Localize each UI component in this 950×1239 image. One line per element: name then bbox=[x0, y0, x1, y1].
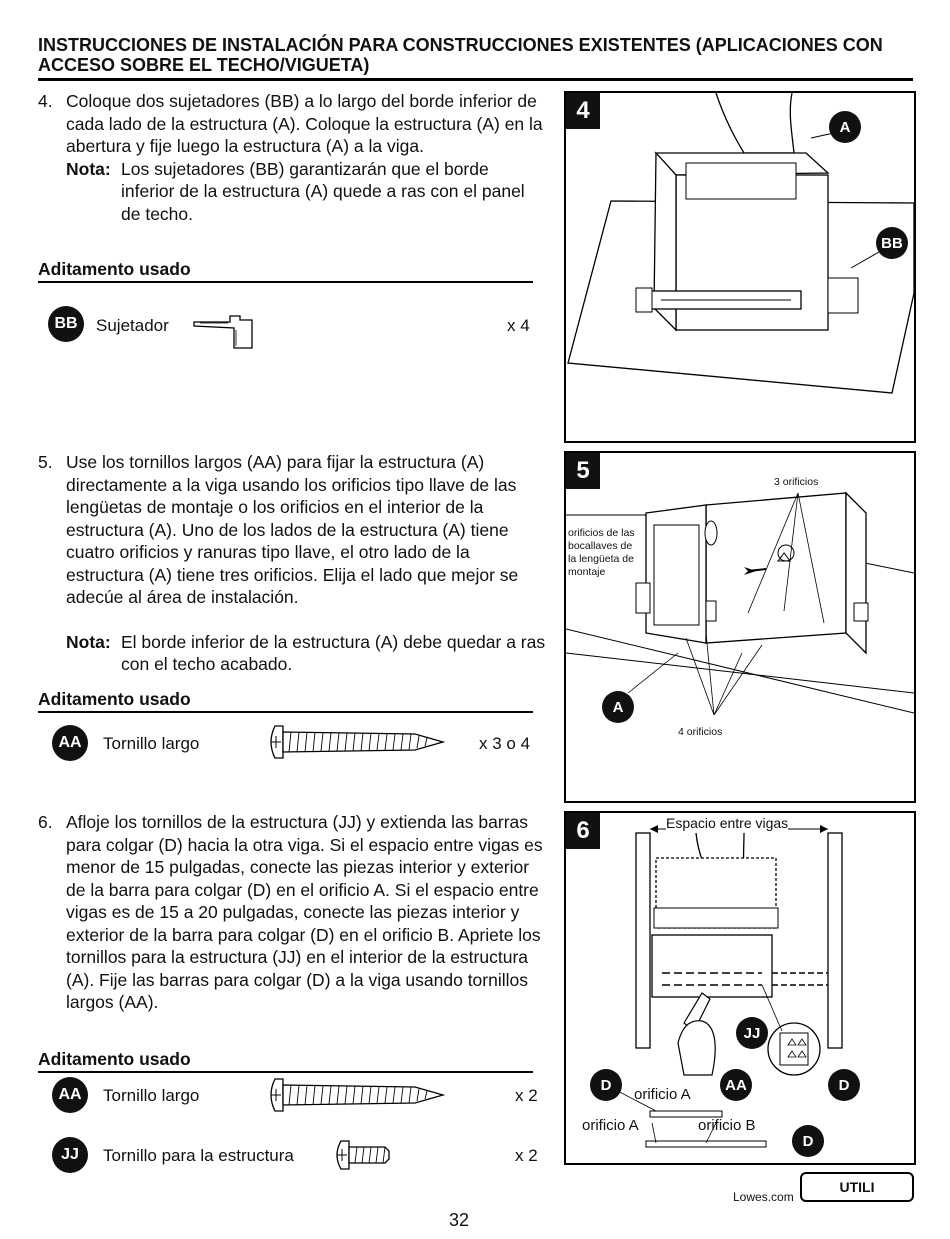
note bbox=[66, 631, 548, 676]
figure-4 bbox=[564, 91, 916, 443]
badge-aa: AA bbox=[720, 1069, 752, 1101]
hardware-header: Aditamento usado bbox=[38, 1049, 533, 1073]
note bbox=[66, 158, 543, 226]
badge-d: D bbox=[590, 1069, 622, 1101]
hardware-header: Aditamento usado bbox=[38, 689, 533, 713]
page-title: INSTRUCCIONES DE INSTALACIÓN PARA CONSTRUCCIONES EXISTENTES (APLICACIONES CON ACCESO SOBRE EL TECHO/VIGUETA) bbox=[38, 35, 883, 75]
hanger-bar-illustration bbox=[566, 813, 914, 1163]
step-text: Use los tornillos largos (AA) para fijar la estructura (A) directamente a la viga usando los orificios tipo llave de las lengüetas de montaje o los orificios en el interior de la estructura (A). Uno de los lados de la estructura (A) tiene cuatro orificios y ranuras tipo llave, el otro lado de la estructura (A) tiene tres orificios. Elija el lado que mejor se adecúe al área de instalación. bbox=[66, 452, 519, 607]
label-hole-b: orificio B bbox=[698, 1117, 756, 1134]
housing-on-ceiling-illustration bbox=[566, 93, 914, 441]
step-text: Afloje los tornillos de la estructura (JJ) y extienda las barras para colgar (D) hacia la otra viga. Si el espacio entre vigas es menor de 15 pulgadas, conecte las piezas interior y exterior de la barra para colgar (D) en el orificio A. Si el espacio entre vigas es de 15 a 20 pulgadas, conecte las piezas interior y exterior de la barra para colgar (D) en el orificio B. Apriete los tornillos para la estructura (JJ) en el interior de la estructura (A). Fije las barras para colgar (D) a la viga usando tornillos largos (AA). bbox=[66, 812, 543, 1012]
label-line: orificios de las bbox=[568, 527, 635, 539]
label-3-holes: 3 orificios bbox=[774, 476, 819, 488]
badge-d: D bbox=[792, 1125, 824, 1157]
brand-logo bbox=[800, 1172, 914, 1202]
label-line: montaje bbox=[568, 566, 606, 578]
item-quantity: x 3 o 4 bbox=[479, 734, 531, 753]
step-number: 5. bbox=[38, 452, 53, 472]
note-text: El borde inferior de la estructura (A) debe quedar a ras con el techo acabado. bbox=[121, 631, 546, 674]
housing-mounting-holes-illustration bbox=[566, 453, 914, 801]
step-4 bbox=[38, 90, 543, 225]
item-quantity: x 2 bbox=[515, 1146, 538, 1165]
label-hole-a: orificio A bbox=[634, 1086, 691, 1103]
label-hole-a: orificio A bbox=[582, 1117, 639, 1134]
badge-jj: JJ bbox=[736, 1017, 768, 1049]
title-divider bbox=[38, 78, 913, 81]
badge-aa: AA bbox=[52, 1077, 88, 1113]
note-text: Los sujetadores (BB) garantizarán que el borde inferior de la estructura (A) quede a ras con el panel de techo. bbox=[121, 158, 525, 224]
item-quantity: x 4 bbox=[507, 316, 530, 335]
badge-a: A bbox=[829, 111, 861, 143]
label-line: la lengüeta de bbox=[568, 553, 634, 565]
item-quantity: x 2 bbox=[515, 1086, 538, 1105]
figure-number: 6 bbox=[566, 813, 600, 849]
label-line: bocallaves de bbox=[568, 540, 633, 552]
figure-number: 4 bbox=[566, 93, 600, 129]
long-screw-icon bbox=[265, 1075, 447, 1115]
label-keyhole-slots bbox=[568, 527, 635, 579]
figure-5 bbox=[564, 451, 916, 803]
label-joist-spacing: Espacio entre vigas bbox=[666, 815, 789, 831]
label-4-holes: 4 orificios bbox=[678, 726, 723, 738]
item-label: Sujetador bbox=[96, 316, 169, 335]
step-number: 6. bbox=[38, 812, 53, 832]
item-label: Tornillo largo bbox=[103, 1086, 200, 1105]
step-text: Coloque dos sujetadores (BB) a lo largo del borde inferior de cada lado de la estructura (A). Coloque la estructura (A) en la abertura y fije luego la estructura (A) a la viga. bbox=[66, 91, 543, 156]
badge-jj: JJ bbox=[52, 1137, 88, 1173]
step-6 bbox=[38, 811, 553, 1014]
footer-url: Lowes.com bbox=[733, 1190, 794, 1204]
hardware-header: Aditamento usado bbox=[38, 259, 533, 283]
figure-6 bbox=[564, 811, 916, 1165]
item-label: Tornillo largo bbox=[103, 734, 200, 753]
housing-screw-icon bbox=[333, 1137, 395, 1173]
badge-a: A bbox=[602, 691, 634, 723]
long-screw-icon bbox=[265, 722, 447, 762]
item-label: Tornillo para la estructura bbox=[103, 1146, 294, 1165]
step-number: 4. bbox=[38, 91, 53, 111]
note-label: Nota: bbox=[66, 158, 111, 179]
page-number: 32 bbox=[449, 1210, 470, 1230]
step-5 bbox=[38, 451, 548, 676]
clip-icon bbox=[190, 310, 265, 350]
badge-bb: BB bbox=[48, 306, 84, 342]
badge-aa: AA bbox=[52, 725, 88, 761]
badge-d: D bbox=[828, 1069, 860, 1101]
badge-bb: BB bbox=[876, 227, 908, 259]
figure-number: 5 bbox=[566, 453, 600, 489]
note-label: Nota: bbox=[66, 631, 111, 652]
logo-text: UTILI bbox=[839, 1179, 875, 1195]
